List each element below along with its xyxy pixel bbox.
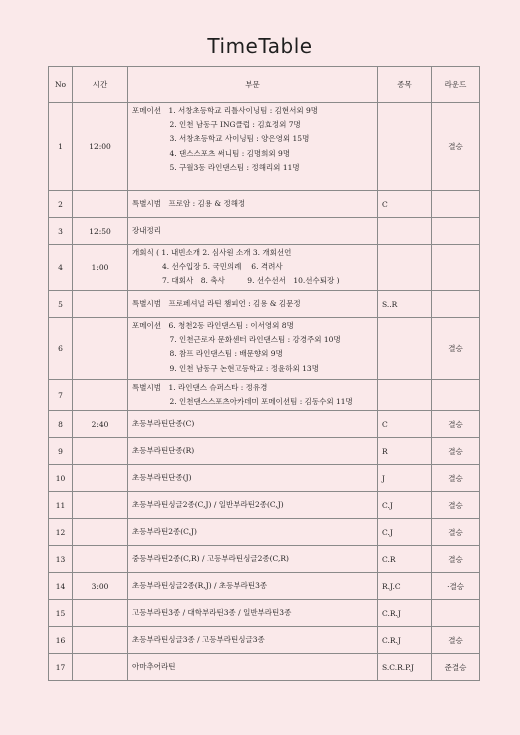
row-no: 13 xyxy=(49,546,73,573)
row-no: 16 xyxy=(49,627,73,654)
row-division xyxy=(128,318,378,380)
header-division: 부문 xyxy=(128,67,378,103)
division-line: 특별시범 프로암 : 김용 & 정해정 xyxy=(132,198,246,208)
row-no: 4 xyxy=(49,245,73,291)
row-no: 14 xyxy=(49,573,73,600)
division-line: 초등부라틴단종(J) xyxy=(132,472,192,482)
table-row xyxy=(49,291,480,318)
row-no: 9 xyxy=(49,438,73,465)
division-line: 9. 인천 남동구 논현고등학교 : 정윤하외 13명 xyxy=(132,363,319,373)
division-line: 특별시범 1. 라인댄스 슈퍼스타 : 정유경 xyxy=(132,383,268,392)
row-division xyxy=(128,492,378,519)
row-time xyxy=(73,318,128,380)
header-no: No xyxy=(49,67,73,103)
row-round: 결승 xyxy=(432,411,480,438)
row-division xyxy=(128,245,378,291)
row-no: 15 xyxy=(49,600,73,627)
table-row xyxy=(49,519,480,546)
row-category xyxy=(378,245,432,291)
row-time xyxy=(73,191,128,218)
division-line: 4. 선수입장 5. 국민의례 6. 격려사 xyxy=(132,262,283,272)
division-line: 7. 대회사 8. 축사 9. 선수선서 10.선수퇴장 ) xyxy=(132,276,340,286)
division-line: 4. 댄스스포츠 써니팀 : 김명희외 9명 xyxy=(132,148,291,158)
row-round: 결승 xyxy=(432,438,480,465)
header-round: 라운드 xyxy=(432,67,480,103)
division-line: 2. 인천 남동구 ING클럽 : 김효정외 7명 xyxy=(132,120,301,130)
table-row xyxy=(49,318,480,380)
division-line: 개회식 ( 1. 내빈소개 2. 심사원 소개 3. 개회선언 xyxy=(132,248,292,257)
table-row xyxy=(49,411,480,438)
table-row xyxy=(49,600,480,627)
division-line: 7. 인천근로자 문화센터 라인댄스팀 : 강경주외 10명 xyxy=(132,335,341,345)
row-division xyxy=(128,291,378,318)
division-line: 8. 참프 라인댄스팀 : 배문향외 9명 xyxy=(132,349,283,359)
division-line: 초등부라틴싱글2종(C,J) / 일반부라틴2종(C,J) xyxy=(132,499,284,509)
table-row xyxy=(49,573,480,600)
row-division xyxy=(128,438,378,465)
table-row xyxy=(49,245,480,291)
row-division xyxy=(128,654,378,681)
row-no: 11 xyxy=(49,492,73,519)
row-no: 8 xyxy=(49,411,73,438)
timetable xyxy=(48,66,480,681)
row-no: 17 xyxy=(49,654,73,681)
table-row xyxy=(49,465,480,492)
division-line: 5. 구월3동 라인댄스팀 : 정해리외 11명 xyxy=(132,162,300,172)
division-line: 3. 서창초등학교 사이닝팀 : 양은영외 15명 xyxy=(132,134,310,144)
row-category: R xyxy=(378,438,432,465)
row-division xyxy=(128,103,378,191)
row-division xyxy=(128,600,378,627)
row-round: 결승 xyxy=(432,103,480,191)
table-row xyxy=(49,191,480,218)
row-division xyxy=(128,627,378,654)
row-time xyxy=(73,465,128,492)
row-category: C.J xyxy=(378,492,432,519)
row-time xyxy=(73,627,128,654)
division-line: 초등부라틴단종(C) xyxy=(132,418,195,428)
row-division xyxy=(128,465,378,492)
row-round: 결승 xyxy=(432,627,480,654)
row-round: 결승 xyxy=(432,465,480,492)
row-category: C.R.J xyxy=(378,600,432,627)
header-row xyxy=(49,67,480,103)
row-time xyxy=(73,654,128,681)
row-category: R.J.C xyxy=(378,573,432,600)
row-time: 2:40 xyxy=(73,411,128,438)
row-division xyxy=(128,573,378,600)
row-round: 결승 xyxy=(432,546,480,573)
row-category: S..R xyxy=(378,291,432,318)
row-division xyxy=(128,191,378,218)
division-line: 포메이션 1. 서창초등학교 리틀사이닝팀 : 김현서외 9명 xyxy=(132,106,319,115)
row-no: 3 xyxy=(49,218,73,245)
row-no: 1 xyxy=(49,103,73,191)
row-category xyxy=(378,218,432,245)
row-no: 10 xyxy=(49,465,73,492)
division-line: 초등부라틴2종(C,J) xyxy=(132,526,197,536)
row-category: C.R xyxy=(378,546,432,573)
row-category xyxy=(378,103,432,191)
header-category: 종목 xyxy=(378,67,432,103)
row-division xyxy=(128,411,378,438)
row-category: S.C.R.P.J xyxy=(378,654,432,681)
row-time xyxy=(73,380,128,411)
row-time xyxy=(73,600,128,627)
division-line: 특별시범 프로페셔널 라틴 챔피언 : 김용 & 김문정 xyxy=(132,298,301,308)
timetable-body xyxy=(49,103,480,681)
row-no: 5 xyxy=(49,291,73,318)
division-line: 고등부라틴3종 / 대학부라틴3종 / 일반부라틴3종 xyxy=(132,607,292,617)
row-no: 6 xyxy=(49,318,73,380)
row-round: 결승 xyxy=(432,492,480,519)
table-row xyxy=(49,546,480,573)
division-line: 장내정리 xyxy=(132,225,161,235)
table-row xyxy=(49,492,480,519)
row-category: C xyxy=(378,191,432,218)
row-category: C.R.J xyxy=(378,627,432,654)
row-round: 준결승 xyxy=(432,654,480,681)
page-title: TimeTable xyxy=(207,34,313,58)
row-round xyxy=(432,380,480,411)
row-division xyxy=(128,546,378,573)
division-line: 초등부라틴싱글2종(R,J) / 초등부라틴3종 xyxy=(132,580,268,590)
row-category: C.J xyxy=(378,519,432,546)
row-time xyxy=(73,438,128,465)
division-line: 중등부라틴2종(C,R) / 고등부라틴싱글2종(C,R) xyxy=(132,553,289,563)
row-round: 결승 xyxy=(432,519,480,546)
row-category xyxy=(378,318,432,380)
table-row xyxy=(49,627,480,654)
header-time: 시간 xyxy=(73,67,128,103)
row-time xyxy=(73,546,128,573)
table-row xyxy=(49,654,480,681)
row-round: ·결승 xyxy=(432,573,480,600)
row-no: 2 xyxy=(49,191,73,218)
table-row xyxy=(49,438,480,465)
row-division xyxy=(128,218,378,245)
row-category: J xyxy=(378,465,432,492)
row-category: C xyxy=(378,411,432,438)
row-time: 12:50 xyxy=(73,218,128,245)
table-row xyxy=(49,218,480,245)
division-line: 포메이션 6. 청천2동 라인댄스팀 : 이서영외 8명 xyxy=(132,321,294,330)
row-round xyxy=(432,600,480,627)
division-line: 초등부라틴싱글3종 / 고등부라틴싱글3종 xyxy=(132,634,265,644)
row-time: 1:00 xyxy=(73,245,128,291)
table-row xyxy=(49,103,480,191)
row-division xyxy=(128,380,378,411)
row-time xyxy=(73,519,128,546)
row-round xyxy=(432,245,480,291)
row-round xyxy=(432,218,480,245)
row-time: 3:00 xyxy=(73,573,128,600)
row-time xyxy=(73,492,128,519)
division-line: 2. 인천댄스스포츠아카데미 포메이션팀 : 김동수외 11명 xyxy=(132,397,353,407)
row-category xyxy=(378,380,432,411)
table-row xyxy=(49,380,480,411)
row-no: 12 xyxy=(49,519,73,546)
row-time: 12:00 xyxy=(73,103,128,191)
row-round: 결승 xyxy=(432,318,480,380)
row-division xyxy=(128,519,378,546)
row-round xyxy=(432,191,480,218)
division-line: 초등부라틴단종(R) xyxy=(132,445,195,455)
division-line: 아마추어라틴 xyxy=(132,661,176,671)
row-round xyxy=(432,291,480,318)
row-time xyxy=(73,291,128,318)
row-no: 7 xyxy=(49,380,73,411)
